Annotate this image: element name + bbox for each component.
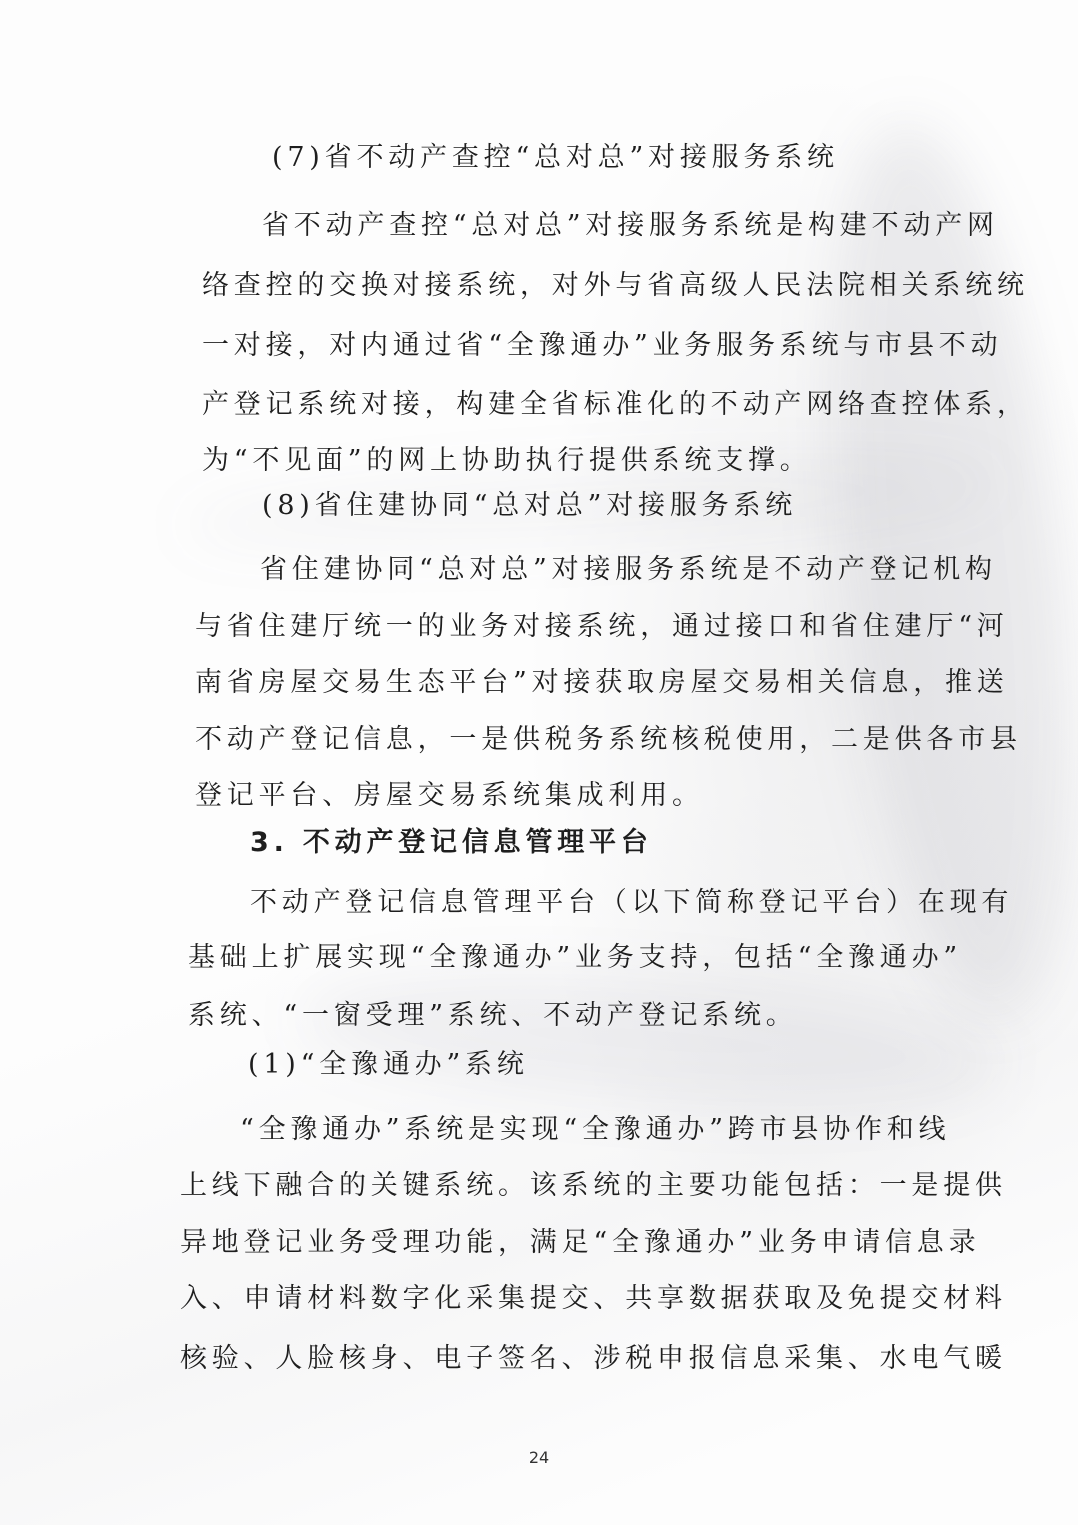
paragraph-line: 上线下融合的关键系统。该系统的主要功能包括：一是提供 xyxy=(180,1170,1007,1201)
paragraph-line: 核验、人脸核身、电子签名、涉税申报信息采集、水电气暖 xyxy=(180,1343,1007,1374)
paragraph-line: 基础上扩展实现“全豫通办”业务支持，包括“全豫通办” xyxy=(188,942,963,973)
paragraph-line: 异地登记业务受理功能，满足“全豫通办”业务申请信息录 xyxy=(180,1227,981,1258)
paragraph-line: 不动产登记信息管理平台（以下简称登记平台）在现有 xyxy=(250,887,1014,918)
paragraph-line: 登记平台、房屋交易系统集成利用。 xyxy=(195,780,704,811)
page-number: 24 xyxy=(528,1448,550,1467)
section-heading-8: (8)省住建协同“总对总”对接服务系统 xyxy=(262,490,798,521)
section-heading-7: (7)省不动产查控“总对总”对接服务系统 xyxy=(272,142,839,173)
paragraph-line: 为“不见面”的网上协助执行提供系统支撑。 xyxy=(202,445,812,476)
paragraph-line: 南省房屋交易生态平台”对接获取房屋交易相关信息，推送 xyxy=(195,667,1009,698)
section-heading-3: 3. 不动产登记信息管理平台 xyxy=(250,827,653,858)
section-heading-1: (1)“全豫通办”系统 xyxy=(248,1049,529,1080)
paragraph-line: 入、申请材料数字化采集提交、共享数据获取及免提交材料 xyxy=(180,1283,1007,1314)
paragraph-line: 不动产登记信息，一是供税务系统核税使用，二是供各市县 xyxy=(195,724,1022,755)
paragraph-line: 省住建协同“总对总”对接服务系统是不动产登记机构 xyxy=(260,554,997,585)
paragraph-line: 省不动产查控“总对总”对接服务系统是构建不动产网 xyxy=(262,210,999,241)
paragraph-line: 与省住建厅统一的业务对接系统，通过接口和省住建厅“河 xyxy=(195,611,1009,642)
paragraph-line: “全豫通办”系统是实现“全豫通办”跨市县协作和线 xyxy=(240,1114,951,1145)
paragraph-line: 一对接，对内通过省“全豫通办”业务服务系统与市县不动 xyxy=(202,330,1003,361)
paragraph-line: 络查控的交换对接系统，对外与省高级人民法院相关系统统 xyxy=(202,270,1029,301)
scan-shadow xyxy=(297,956,1004,1125)
paragraph-line: 系统、“一窗受理”系统、不动产登记系统。 xyxy=(188,1000,798,1031)
paragraph-line: 产登记系统对接，构建全省标准化的不动产网络查控体系， xyxy=(202,389,1029,420)
